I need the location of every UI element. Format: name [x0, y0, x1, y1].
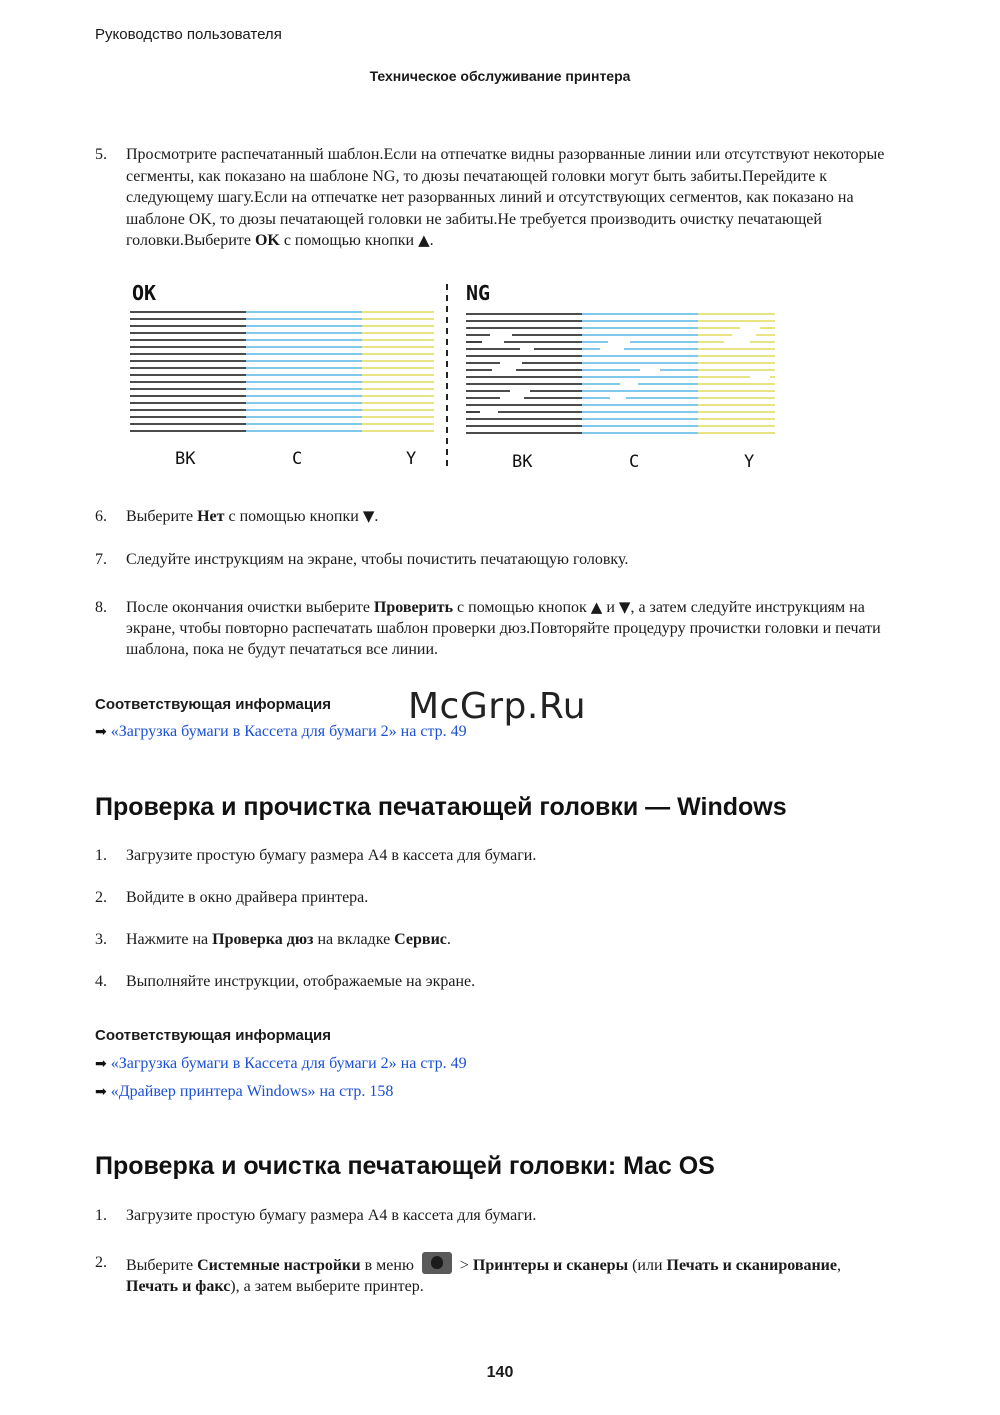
- step-text: ), а затем выберите принтер.: [230, 1278, 424, 1295]
- win-step-3: [95, 929, 895, 950]
- ng-label: NG: [466, 281, 491, 305]
- ng-y-label: Y: [744, 452, 755, 472]
- triangle-up-icon: ▲: [418, 231, 430, 249]
- ok-bk-label: BK: [175, 449, 196, 469]
- arrow-right-icon: ➡: [95, 1056, 107, 1072]
- ng-c-label: C: [629, 452, 640, 472]
- page-number: 140: [486, 1364, 514, 1381]
- ng-pattern: [466, 314, 775, 433]
- section-title-mac: Проверка и очистка печатающей головки: Mac OS: [95, 1152, 715, 1180]
- step-number: 5.: [95, 146, 107, 163]
- step-text: >: [455, 1257, 473, 1274]
- ok-y-label: Y: [406, 449, 417, 469]
- triangle-down-icon: ▼: [618, 598, 631, 616]
- related-link[interactable]: [95, 1055, 467, 1073]
- section-title-windows: Проверка и прочистка печатающей головки — Windows: [95, 793, 787, 821]
- step-number: 1.: [95, 847, 107, 864]
- watermark: McGrp.Ru: [408, 686, 587, 727]
- step-number: 8.: [95, 599, 107, 616]
- step-7: [95, 549, 895, 570]
- ok-option: OK: [254, 232, 280, 249]
- apple-menu-icon: [422, 1252, 452, 1274]
- related-info-heading: Соответствующая информация: [95, 696, 332, 713]
- step-text: Выполняйте инструкции, отображаемые на экране.: [126, 973, 476, 990]
- arrow-right-icon: ➡: [95, 1084, 107, 1100]
- mac-step-1: [95, 1205, 895, 1226]
- step-number: 6.: [95, 508, 107, 525]
- link-text[interactable]: «Загрузка бумаги в Кассета для бумаги 2» на стр. 49: [110, 1055, 467, 1072]
- triangle-down-icon: ▼: [362, 507, 375, 525]
- step-8: [95, 597, 895, 660]
- step-text: в меню: [360, 1257, 418, 1274]
- step-text: (или: [628, 1257, 667, 1274]
- link-text[interactable]: «Загрузка бумаги в Кассета для бумаги 2» на стр. 49: [110, 723, 467, 740]
- step-number: 1.: [95, 1207, 107, 1224]
- step-number: 3.: [95, 931, 107, 948]
- step-text: Загрузите простую бумагу размера A4 в кассета для бумаги.: [126, 847, 537, 864]
- nozzle-check-option: Проверка дюз: [212, 931, 314, 948]
- step-text: с помощью кнопок: [453, 599, 591, 616]
- step-text: Войдите в окно драйвера принтера.: [126, 889, 369, 906]
- running-header-title: Руководство пользователя: [95, 26, 282, 43]
- no-option: Нет: [197, 508, 225, 525]
- step-5: [95, 144, 895, 252]
- ok-c-label: C: [292, 449, 303, 469]
- ng-bk-label: BK: [512, 452, 533, 472]
- step-number: 7.: [95, 551, 107, 568]
- nozzle-check-figure: [120, 276, 790, 476]
- step-number: 2.: [95, 889, 107, 906]
- step-text: Выберите: [126, 1257, 198, 1274]
- win-step-2: [95, 887, 895, 908]
- step-text: Просмотрите распечатанный шаблон.Если на отпечатке видны разорванные линии или отсутствуют некоторые сегменты, как показано на шаблоне NG, то дюзы печатающей головки могут быть забиты.Перейдите к следующему шагу.Если на отпечатке нет разорванных линий и отсутствующих сегментов, как показано на шаблоне OK, то дюзы печатающей головки не забиты.Не требуется производить очистку печатающей головки.Выберите: [126, 146, 885, 249]
- printers-scanners-option: Принтеры и сканеры: [472, 1257, 629, 1274]
- print-scan-option: Печать и сканирование: [666, 1257, 837, 1274]
- step-text: Выберите: [126, 508, 198, 525]
- mac-step-2: [95, 1252, 895, 1297]
- step-6: [95, 506, 895, 527]
- step-text: После окончания очистки выберите: [126, 599, 374, 616]
- section-header: Техническое обслуживание принтера: [369, 68, 631, 84]
- check-option: Проверить: [373, 599, 454, 616]
- ok-label: OK: [132, 281, 157, 305]
- step-text: .: [374, 508, 379, 525]
- step-text: .: [446, 931, 451, 948]
- service-tab-name: Сервис: [394, 931, 447, 948]
- related-link[interactable]: [95, 1083, 393, 1101]
- step-text: на вкладке: [313, 931, 395, 948]
- system-preferences-option: Системные настройки: [197, 1257, 361, 1274]
- step-number: 4.: [95, 973, 107, 990]
- arrow-right-icon: ➡: [95, 724, 107, 740]
- win-step-1: [95, 845, 895, 866]
- step-text: и: [602, 599, 619, 616]
- print-fax-option: Печать и факс: [126, 1278, 231, 1295]
- step-text: Загрузите простую бумагу размера A4 в кассета для бумаги.: [126, 1207, 537, 1224]
- step-text: Следуйте инструкциям на экране, чтобы почистить печатающую головку.: [126, 551, 629, 568]
- related-info-heading: Соответствующая информация: [95, 1027, 332, 1044]
- triangle-up-icon: ▲: [590, 598, 603, 616]
- step-text: ,: [837, 1257, 841, 1274]
- step-text: с помощью кнопки: [279, 232, 419, 249]
- step-number: 2.: [95, 1254, 107, 1271]
- link-text[interactable]: «Драйвер принтера Windows» на стр. 158: [110, 1083, 394, 1100]
- ok-pattern: [130, 312, 434, 431]
- step-text: .: [429, 232, 434, 249]
- win-step-4: [95, 971, 895, 992]
- step-text: с помощью кнопки: [224, 508, 363, 525]
- step-text: , а затем следуйте инструкциям на экране, чтобы повторно распечатать шаблон проверки дюз.Повторяйте процедуру прочистки головки и печати шаблона, пока не будут печататься все линии.: [126, 599, 881, 658]
- step-text: Нажмите на: [126, 931, 213, 948]
